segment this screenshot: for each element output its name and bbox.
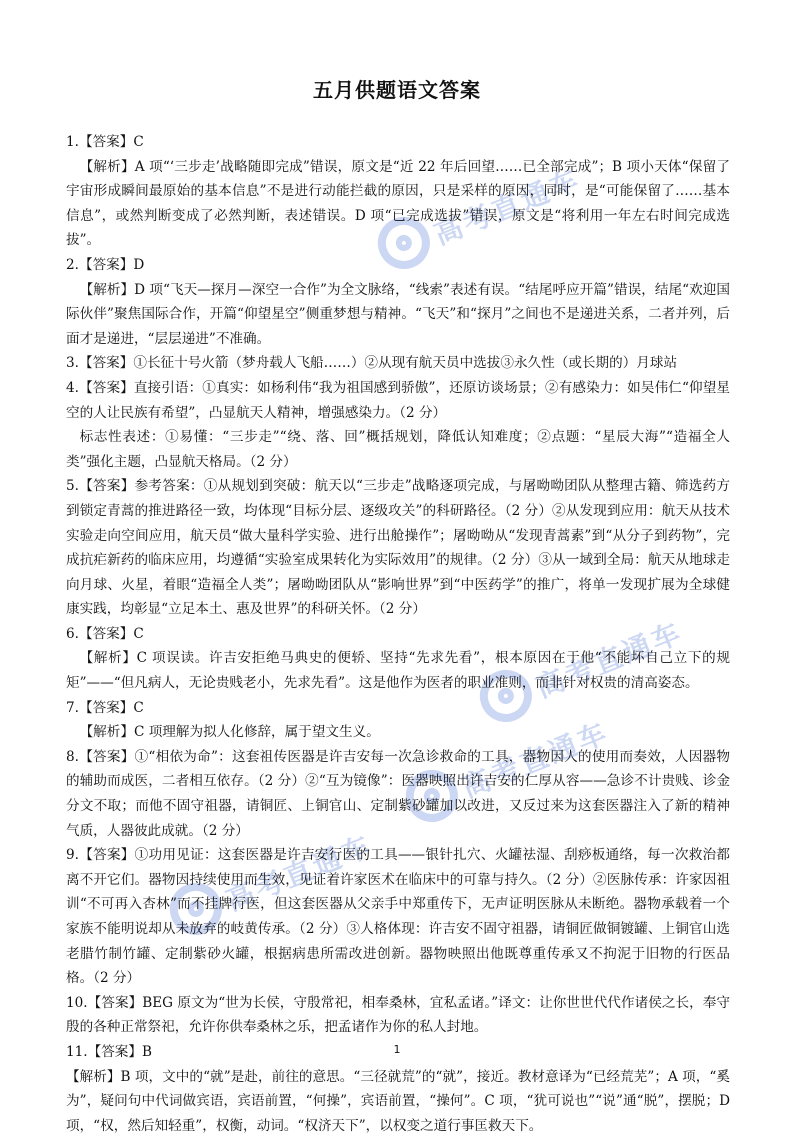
answer-line: 1.【答案】C xyxy=(66,134,144,150)
answer-line: 7.【答案】C xyxy=(66,699,144,716)
analysis-line: 【解析】C 项理解为拟人化修辞，属于望文生义。 xyxy=(79,724,380,741)
answer-line: 10.【答案】BEG 原文为“世为长侯，守殷常祀，相奉桑林，宜私孟诸。”译文：让你世世代代作诸侯之长，奉守殷的各种正常祭祀，允许你供奉桑林之乐，把孟诸作为你的私人封地。 xyxy=(66,994,730,1036)
page-number: 1 xyxy=(393,1043,401,1056)
watermark-text: 高考直通车 xyxy=(457,715,614,805)
analysis-line: 标志性表述：①易懂：“三步走”“绕、落、回”概括规划，降低认知难度；②点题：“星辰大海”“造福全人类”强化主题，凸显航天格局。（2 分） xyxy=(66,429,730,470)
answer-line: 9.【答案】①功用见证：这套医器是许吉安行医的工具——银针扎穴、火罐祛湿、刮痧板通络，每一次救治都离不开它们。器物因持续使用而生效，见证着许家医术在临床中的可靠与持久。（2 分）②医脉传承：许家因祖训“不可再入杏林”而不挂牌行医，但这套医器从父亲手中郑重传下，无声证明医脉从未断绝。器物承载着一个家族不能明说却从未放弃的岐黄传承。（2 分）③人格体现：许吉安不固守祖器，请铜匠做铜镀罐、上铜官山选老腊竹制竹罐、定制紫砂火罐，根据病患所需改进创新。器物映照出他既尊重传承又不拘泥于旧物的行医品格。（2 分） xyxy=(66,847,730,987)
analysis-line: 【解析】B 项，文中的“就”是赴，前往的意思。“三径就荒”的“就”，接近。教材意译为“已经荒芜”；A 项，“奚为”，疑问句中代词做宾语，宾语前置，“何操”，宾语前置，“操何”。C 项，“犹可说也”“说”通“脱”，摆脱；D 项，“权，然后知轻重”，权衡，动词。“权济天下”，以权变之道行事匡救天下。 xyxy=(66,1068,730,1134)
analysis-line: 【解析】A 项“‘三步走’战略随即完成”错误，原文是“近 22 年后回望……已全部完成”；B 项小天体“保留了宇宙形成瞬间最原始的基本信息”不是进行动能拦截的原因，只是采样的原因，同时，是“可能保留了……基本信息”，或然判断变成了必然判断，表述错误。D 项“已完成选拔”错误，原文是“将利用一年左右时间完成选拔”。 xyxy=(66,158,730,249)
watermark-text: 高考直通车 xyxy=(221,828,378,918)
answer-line: 11.【答案】B xyxy=(66,1043,152,1060)
answer-line: 4.【答案】直接引语：①真实：如杨利伟“我为祖国感到骄傲”，还原访谈场景；②有感染力：如吴伟仁“仰望星空的人让民族有希望”，凸显航天人精神，增强感染力。（2 分） xyxy=(66,379,730,421)
watermark-text: 高考直通车 xyxy=(429,162,586,252)
answer-line: 5.【答案】参考答案：①从规划到突破：航天以“三步走”战略逐项完成，与屠呦呦团队从整理古籍、筛选药方到锁定青蒿的推进路径一致，均体现“目标分层、逐级攻关”的科研路径。（2 分）②从发现到应用：航天从技术实验走向空间应用，航天员“做大量科学实验、进行出舱操作”；屠呦呦从“发现青蒿素”到“从分子到药物”，完成抗疟新药的临床应用，均遵循“实验室成果转化为实际效用”的规律。（2 分）③从一域到全局：航天从地球走向月球、火星，着眼“造福全人类”；屠呦呦团队从“影响世界”到“中医药学”的推广，将单一发现扩展为全球健康实践，均彰显“立足本土、惠及世界”的科研关怀。（2 分） xyxy=(66,478,730,618)
answer-line: 3.【答案】①长征十号火箭（梦舟载人飞船……）②从现有航天员中选拔③永久性（或长期的）月球站 xyxy=(66,355,678,372)
answer-content xyxy=(66,130,730,1138)
analysis-line: 【解析】C 项误读。许吉安拒绝马典史的便轿、坚持“先求先看”，根本原因在于他“不能坏自己立下的规矩”——“但凡病人，无论贵贱老小，先求先看”。这是他作为医者的职业准则，而非针对权贵的清高姿态。 xyxy=(66,650,730,692)
answer-line: 6.【答案】C xyxy=(66,625,144,642)
answer-line: 2.【答案】D xyxy=(66,256,145,273)
document-title: 五月供题语文答案 xyxy=(313,78,481,102)
watermark-text: 高考直通车 xyxy=(531,615,688,705)
analysis-line: 【解析】D 项“飞天—探月—深空一合作”为全文脉络，“线索”表述有误。“结尾呼应开篇”错误，结尾“欢迎国际伙伴”聚焦国际合作，开篇“仰望星空”侧重梦想与精神。“飞天”和“探月”之间也不是递进关系，二者并列，后面才是递进，“层层递进”不准确。 xyxy=(66,281,730,347)
answer-line: 8.【答案】①“相依为命”：这套祖传医器是许吉安每一次急诊救命的工具，器物因人的使用而奏效，人因器物的辅助而成医，二者相互依存。（2 分）②“互为镜像”：医器映照出许吉安的仁厚从容——急诊不计贵贱、诊金分文不取；而他不固守祖器，请铜匠、上铜官山、定制紫砂罐加以改进，又反过来为这套医器注入了新的精神气质，人器彼此成就。（2 分） xyxy=(66,748,730,839)
